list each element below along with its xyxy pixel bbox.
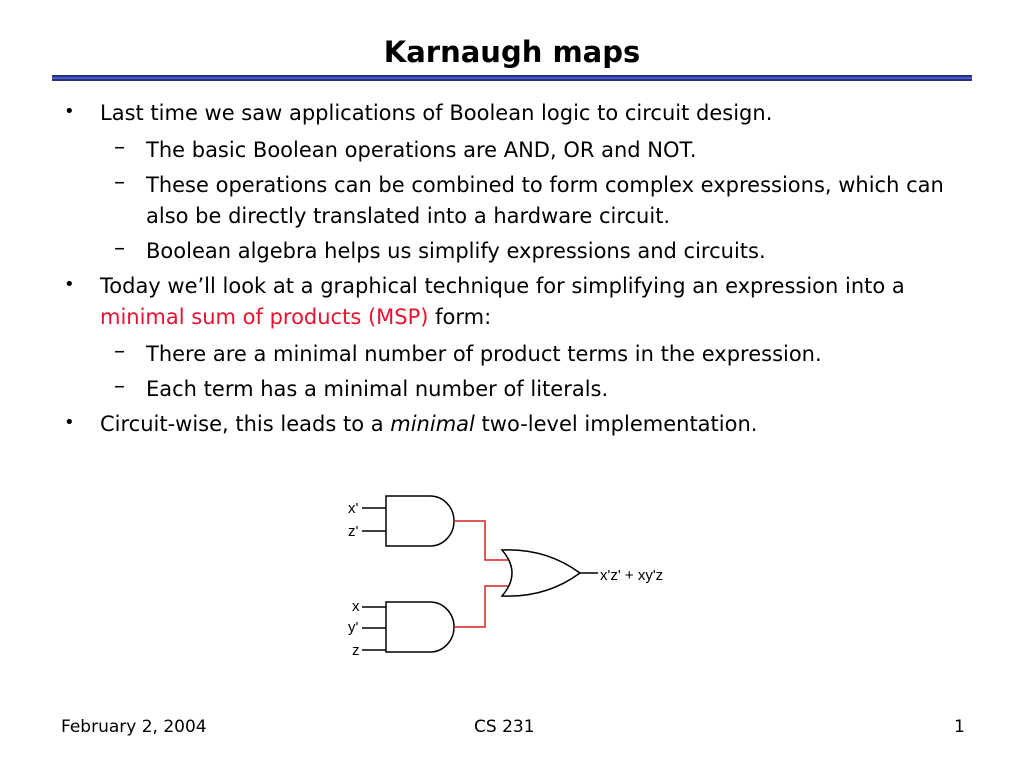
footer-course: CS 231	[474, 717, 535, 737]
dash-icon: –	[114, 135, 125, 160]
gate1-to-or-wire	[454, 521, 508, 560]
gate2-input-label-1: x	[352, 598, 360, 615]
gate2-input-label-2: y'	[348, 619, 359, 636]
bullet-2-text-after: form:	[428, 305, 492, 329]
output-expression-label: x'z' + xy'z	[600, 567, 664, 584]
sub-bullet-2-2	[56, 374, 956, 405]
title-divider	[52, 75, 972, 81]
and-gate-2	[386, 602, 454, 652]
gate2-input-label-3: z	[352, 642, 360, 659]
sub-bullet-1-2	[56, 170, 956, 232]
and-gate-1	[386, 496, 454, 546]
minimal-emphasis: minimal	[390, 412, 475, 436]
bullet-dot-icon: •	[64, 274, 75, 295]
sub-bullet-1-1-text: The basic Boolean operations are AND, OR and NOT.	[146, 138, 697, 162]
gate1-input-label-2: z'	[348, 523, 359, 540]
bullet-3-text-before: Circuit-wise, this leads to a	[100, 412, 391, 436]
sub-bullet-2-2-text: Each term has a minimal number of literals.	[146, 377, 609, 401]
sub-bullet-1-3	[56, 236, 956, 267]
sub-bullet-1-3-text: Boolean algebra helps us simplify expressions and circuits.	[146, 239, 766, 263]
bullet-1	[56, 98, 956, 129]
gate1-input-label-1: x'	[348, 500, 359, 517]
slide-content	[56, 98, 956, 446]
or-gate	[502, 550, 580, 596]
sub-bullet-2-1	[56, 339, 956, 370]
sub-bullet-2-1-text: There are a minimal number of product terms in the expression.	[146, 342, 822, 366]
dash-icon: –	[114, 236, 125, 261]
bullet-3	[56, 409, 956, 440]
dash-icon: –	[114, 170, 125, 195]
logic-circuit-diagram	[330, 488, 700, 668]
bullet-1-text: Last time we saw applications of Boolean logic to circuit design.	[100, 101, 773, 125]
bullet-3-text-after: two-level implementation.	[474, 412, 758, 436]
footer-date: February 2, 2004	[61, 717, 207, 737]
bullet-dot-icon: •	[64, 101, 75, 122]
bullet-2	[56, 271, 956, 333]
slide-title: Karnaugh maps	[383, 35, 641, 69]
sub-bullet-1-2-text: These operations can be combined to form complex expressions, which can also be directly translated into a hardware circuit.	[146, 173, 944, 228]
footer-page-number: 1	[954, 717, 965, 737]
bullet-2-text-before: Today we’ll look at a graphical technique for simplifying an expression into a	[100, 274, 905, 298]
sub-bullet-1-1	[56, 135, 956, 166]
dash-icon: –	[114, 374, 125, 399]
msp-highlight: minimal sum of products (MSP)	[100, 305, 429, 329]
bullet-dot-icon: •	[64, 412, 75, 433]
dash-icon: –	[114, 339, 125, 364]
gate2-to-or-wire	[454, 586, 508, 627]
